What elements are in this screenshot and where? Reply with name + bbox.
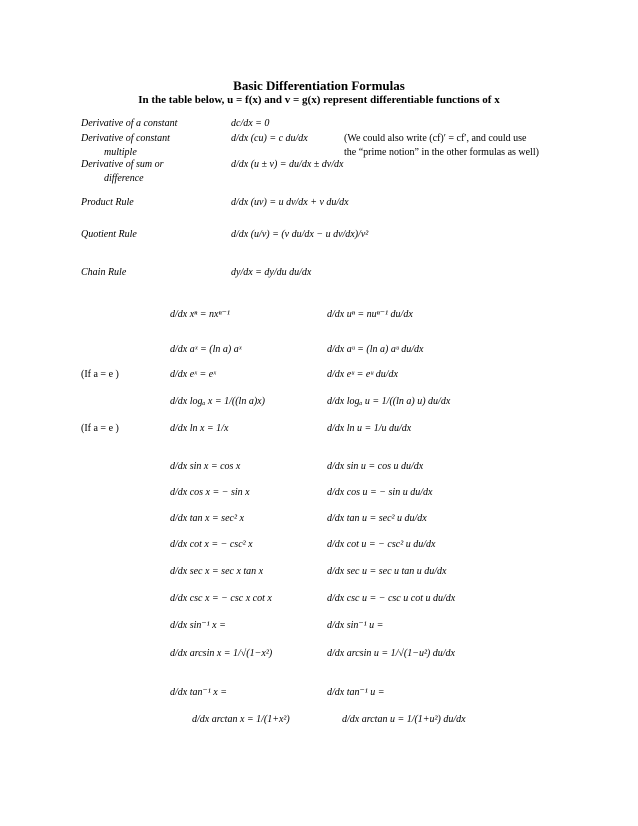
formula-right-sin: d/dx sin u = cos u du/dx — [327, 461, 424, 472]
rule-name-constant-multiple-2: multiple — [104, 147, 137, 158]
page-title: Basic Differentiation Formulas — [233, 78, 405, 93]
formula-left-tan: d/dx tan x = sec² x — [170, 513, 244, 524]
formula-right-inverse-sin: d/dx sin⁻¹ u = — [327, 620, 384, 631]
prime-note-line1: (We could also write (cf)′ = cf′, and could use — [344, 133, 527, 144]
rule-name-sum-2: difference — [104, 173, 144, 184]
formula-right-arctan: d/dx arctan u = 1/(1+u²) du/dx — [342, 714, 466, 725]
if-a-equals-e-note-1: (If a = e ) — [81, 369, 119, 380]
formula-right-csc: d/dx csc u = − csc u cot u du/dx — [327, 593, 456, 604]
prime-note-line2: the “prime notion” in the other formulas as well) — [344, 147, 539, 158]
formula-right-exp-a: d/dx aᵘ = (ln a) aᵘ du/dx — [327, 344, 424, 355]
rule-formula-quotient: d/dx (u/v) = (v du/dx − u dv/dx)/v² — [231, 229, 369, 240]
rule-formula-sum: d/dx (u ± v) = du/dx ± dv/dx — [231, 159, 344, 170]
rule-name-chain: Chain Rule — [81, 267, 127, 278]
formula-right-cot: d/dx cot u = − csc² u du/dx — [327, 539, 436, 550]
formula-right-exp-e: d/dx eᵘ = eᵘ du/dx — [327, 369, 398, 380]
rule-formula-product: d/dx (uv) = u dv/dx + v du/dx — [231, 197, 349, 208]
rule-name-constant-multiple: Derivative of constant — [81, 133, 170, 144]
rule-name-constant: Derivative of a constant — [81, 118, 178, 129]
formula-left-cos: d/dx cos x = − sin x — [170, 487, 250, 498]
formula-right-tan: d/dx tan u = sec² u du/dx — [327, 513, 427, 524]
formula-left-csc: d/dx csc x = − csc x cot x — [170, 593, 272, 604]
page-subtitle: In the table below, u = f(x) and v = g(x) represent differentiable functions of x — [138, 94, 500, 106]
formula-left-exp-e: d/dx eˣ = eˣ — [170, 369, 216, 380]
formula-left-sec: d/dx sec x = sec x tan x — [170, 566, 264, 577]
formula-left-arcsin: d/dx arcsin x = 1/√(1−x²) — [170, 648, 273, 659]
formula-right-arcsin: d/dx arcsin u = 1/√(1−u²) du/dx — [327, 648, 455, 659]
formula-left-exp-a: d/dx aˣ = (ln a) aˣ — [170, 344, 242, 355]
formula-left-cot: d/dx cot x = − csc² x — [170, 539, 253, 550]
rule-formula-chain: dy/dx = dy/du du/dx — [231, 267, 312, 278]
rule-formula-constant: dc/dx = 0 — [231, 118, 270, 129]
formula-left-inverse-tan: d/dx tan⁻¹ x = — [170, 687, 227, 698]
formula-right-log-a: d/dx logₐ u = 1/((ln a) u) du/dx — [327, 396, 451, 407]
formula-right-inverse-tan: d/dx tan⁻¹ u = — [327, 687, 385, 698]
formula-left-arctan: d/dx arctan x = 1/(1+x²) — [192, 714, 290, 725]
formula-left-power: d/dx xⁿ = nxⁿ⁻¹ — [170, 309, 230, 320]
formula-left-inverse-sin: d/dx sin⁻¹ x = — [170, 620, 226, 631]
rule-name-quotient: Quotient Rule — [81, 229, 137, 240]
if-a-equals-e-note-2: (If a = e ) — [81, 423, 119, 434]
formula-left-sin: d/dx sin x = cos x — [170, 461, 241, 472]
formula-left-log-a: d/dx logₐ x = 1/((ln a)x) — [170, 396, 265, 407]
formula-left-ln: d/dx ln x = 1/x — [170, 423, 229, 434]
rule-formula-constant-multiple: d/dx (cu) = c du/dx — [231, 133, 308, 144]
rule-name-sum: Derivative of sum or — [81, 159, 164, 170]
formula-right-cos: d/dx cos u = − sin u du/dx — [327, 487, 433, 498]
formula-right-ln: d/dx ln u = 1/u du/dx — [327, 423, 412, 434]
rule-name-product: Product Rule — [81, 197, 134, 208]
formula-right-power: d/dx uⁿ = nuⁿ⁻¹ du/dx — [327, 309, 413, 320]
formula-right-sec: d/dx sec u = sec u tan u du/dx — [327, 566, 447, 577]
